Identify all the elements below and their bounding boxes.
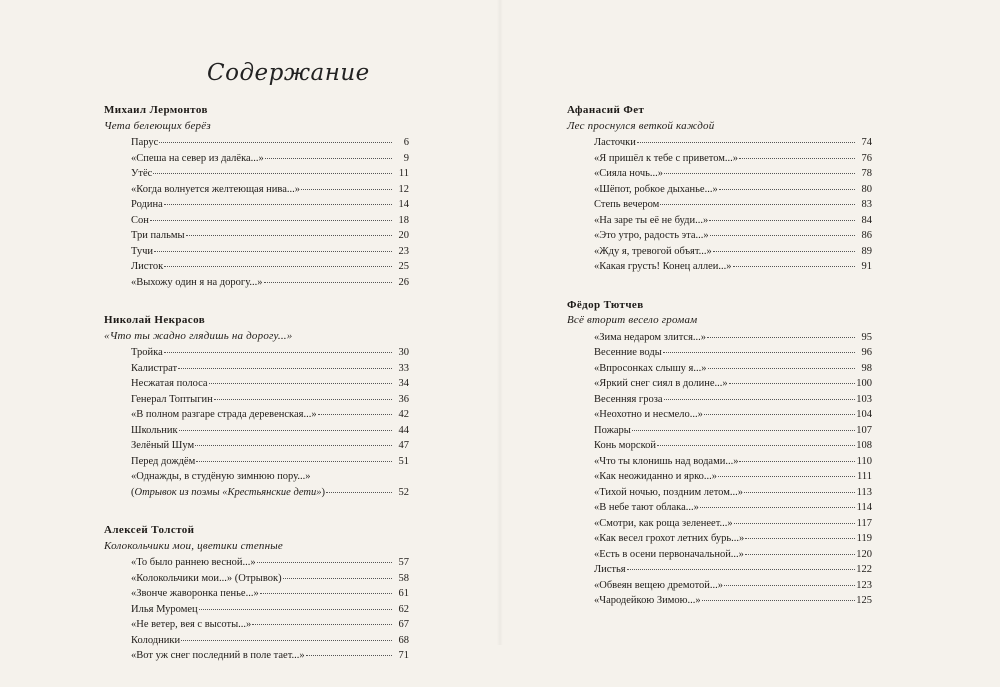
entry-title: «Обвеян вещею дремотой...» (594, 579, 724, 591)
dot-leader (164, 352, 392, 353)
page-number: 96 (861, 347, 872, 358)
entry-title: «Когда волнуется желтеющая нива...» (131, 183, 301, 195)
dot-leader (306, 655, 392, 656)
entry-title: «Есть в осени первоначальной...» (594, 548, 744, 560)
entry-title: Илья Муромец (131, 603, 198, 615)
page-title: Содержание (207, 60, 370, 86)
toc-entry[interactable] (594, 392, 872, 408)
page-number: 30 (398, 347, 409, 358)
entry-title: Родина (131, 199, 163, 210)
entry-title: «Я пришёл к тебе с приветом...» (594, 152, 739, 164)
page-number: 74 (861, 137, 872, 148)
entry-title: «Как весел грохот летних бурь...» (594, 533, 745, 544)
dot-leader (283, 578, 392, 579)
collection-title: «Что ты жадно глядишь на дорогу...» (104, 329, 293, 342)
entry-title: «Впросонках слышу я...» (594, 362, 707, 374)
toc-entry[interactable] (594, 182, 872, 198)
toc-entry[interactable] (131, 438, 409, 454)
toc-entry[interactable] (131, 407, 409, 423)
toc-entry[interactable] (131, 423, 409, 439)
toc-left-column (104, 103, 409, 687)
entry-title: «Колокольчики мои...» (Отрывок) (131, 572, 282, 584)
page-number: 103 (856, 393, 872, 405)
page-number: 76 (861, 152, 872, 164)
toc-entry[interactable] (594, 469, 872, 485)
page-number: 83 (861, 199, 872, 210)
toc-entry[interactable] (131, 151, 409, 167)
dot-leader (260, 593, 392, 594)
page-number: 23 (398, 245, 409, 257)
dot-leader (704, 414, 855, 415)
dot-leader (733, 266, 855, 267)
entry-title: Генерал Топтыгин (131, 393, 213, 405)
entry-title: Школьник (131, 424, 178, 436)
toc-entry[interactable] (131, 571, 409, 587)
dot-leader (719, 189, 855, 190)
entry-title: «Неохотно и несмело...» (594, 409, 703, 420)
entry-title: «В небе тают облака...» (594, 502, 699, 513)
dot-leader (660, 204, 855, 205)
entry-title: «Вот уж снег последний в поле тает...» (131, 650, 305, 661)
dot-leader (702, 600, 855, 601)
collection-title: Чета белеющих берёз (104, 119, 211, 132)
page-number: 98 (861, 362, 872, 374)
entry-title: «Выхожу один я на дорогу...» (131, 276, 263, 288)
dot-leader (637, 142, 855, 143)
dot-leader (209, 383, 392, 384)
toc-entry[interactable] (594, 228, 872, 244)
author-name: Афанасий Фет (567, 104, 645, 116)
toc-section (567, 298, 872, 609)
entry-title: «Не ветер, вея с высоты...» (131, 619, 252, 630)
dot-leader (745, 554, 855, 555)
dot-leader (196, 461, 392, 462)
page-number: 123 (856, 579, 872, 591)
collection-title: Колокольчики мои, цветики степные (104, 539, 283, 552)
entry-title: Колодники (131, 634, 181, 646)
toc-entry[interactable] (594, 547, 872, 563)
toc-entry[interactable] (594, 438, 872, 454)
toc-entry[interactable] (594, 423, 872, 439)
entry-title: Калистрат (131, 362, 178, 374)
toc-entry[interactable] (131, 617, 409, 633)
entry-title: «Шёпот, робкое дыханье...» (594, 183, 718, 195)
entry-title: «Яркий снег сиял в долине...» (594, 378, 728, 389)
page-number: 61 (398, 588, 409, 599)
entry-title: «Звонче жаворонка пенье...» (131, 588, 259, 599)
entry-title: «Зима недаром злится...» (594, 331, 707, 343)
page-number: 36 (398, 393, 409, 405)
entry-title: Весенние воды (594, 347, 662, 358)
entry-title: «Смотри, как роща зеленеет...» (594, 517, 733, 529)
toc-entry[interactable] (594, 500, 872, 516)
toc-entry[interactable] (131, 259, 409, 275)
toc-entry[interactable] (594, 516, 872, 532)
toc-right-column (567, 103, 872, 632)
page-number: 78 (861, 168, 872, 179)
toc-entry[interactable] (594, 407, 872, 423)
toc-entry[interactable] (131, 469, 409, 485)
entry-title: «Тихой ночью, поздним летом...» (594, 486, 743, 498)
page-number: 117 (856, 517, 872, 529)
dot-leader (724, 585, 855, 586)
page-number: 122 (856, 564, 872, 575)
entry-title: Несжатая полоса (131, 378, 208, 389)
page-number: 47 (398, 440, 409, 451)
entry-title: «Как неожиданно и ярко...» (594, 471, 718, 482)
entry-title: Степь вечером (594, 199, 660, 210)
page-number: 104 (856, 409, 872, 420)
page-number: 52 (398, 486, 409, 498)
collection-title: Всё вторит весело громам (567, 314, 698, 326)
entry-title: Парус (131, 137, 159, 148)
entry-title: «Спеша на север из далёка...» (131, 152, 264, 164)
dot-leader (744, 492, 855, 493)
page-number: 107 (856, 424, 872, 436)
dot-leader (657, 445, 855, 446)
toc-entry[interactable] (131, 361, 409, 377)
dot-leader (663, 352, 855, 353)
dot-leader (713, 251, 855, 252)
toc-entry[interactable] (131, 376, 409, 392)
page-number: 51 (398, 455, 409, 467)
page-number: 95 (861, 331, 872, 343)
page-number: 9 (403, 152, 409, 164)
author-name: Михаил Лермонтов (104, 104, 208, 116)
page-number: 12 (398, 183, 409, 195)
page-number: 100 (856, 378, 872, 389)
toc-section (104, 103, 409, 290)
dot-leader (153, 173, 392, 174)
toc-entry[interactable] (131, 454, 409, 470)
entry-title: «В полном разгаре страда деревенская...» (131, 409, 317, 420)
entry-title: «Что ты клонишь над водами...» (594, 455, 739, 467)
dot-leader (664, 173, 855, 174)
dot-leader (154, 251, 392, 252)
toc-entry[interactable] (131, 228, 409, 244)
entry-title: «Чародейкою Зимою...» (594, 595, 701, 606)
entry-title: Три пальмы (131, 230, 185, 241)
toc-entry[interactable] (131, 392, 409, 408)
page-number: 42 (398, 409, 409, 420)
dot-leader (214, 399, 392, 400)
toc-entry[interactable] (594, 151, 872, 167)
toc-entry[interactable] (594, 454, 872, 470)
dot-leader (710, 235, 855, 236)
toc-entry[interactable] (594, 562, 872, 578)
toc-entry[interactable] (594, 244, 872, 260)
dot-leader (178, 368, 392, 369)
page-number: 89 (861, 245, 872, 257)
dot-leader (257, 562, 392, 563)
toc-entry[interactable] (131, 648, 409, 664)
toc-section (104, 313, 409, 500)
page-number: 114 (856, 502, 872, 513)
toc-section (567, 103, 872, 275)
toc-entry[interactable] (594, 166, 872, 182)
dot-leader (181, 640, 392, 641)
entry-title: Конь морской (594, 440, 657, 451)
toc-entry[interactable] (594, 376, 872, 392)
toc-entry[interactable] (594, 345, 872, 361)
dot-leader (150, 220, 392, 221)
page-number: 110 (856, 455, 872, 467)
page-number: 120 (856, 548, 872, 560)
toc-entry[interactable] (131, 182, 409, 198)
toc-entry[interactable] (131, 586, 409, 602)
collection-title: Лес проснулся веткой каждой (567, 119, 715, 132)
author-name: Алексей Толстой (104, 524, 195, 536)
page-number: 91 (861, 261, 872, 272)
entry-title: Листья (594, 564, 626, 575)
entry-title: «Жду я, тревогой объят...» (594, 245, 712, 257)
dot-leader (164, 266, 392, 267)
page-number: 68 (398, 634, 409, 646)
toc-entry[interactable] (594, 259, 872, 275)
dot-leader (318, 414, 392, 415)
entry-title: «То было раннею весной...» (131, 557, 256, 568)
dot-leader (709, 220, 855, 221)
entry-title: Утёс (131, 168, 153, 179)
dot-leader (718, 476, 855, 477)
page-number: 34 (398, 378, 409, 389)
page-number: 86 (861, 230, 872, 241)
page-number: 26 (398, 276, 409, 288)
toc-entry[interactable] (131, 197, 409, 213)
entry-title: Сон (131, 214, 149, 226)
dot-leader (159, 142, 392, 143)
page-number: 11 (398, 168, 409, 179)
entry-title: Тучи (131, 245, 154, 257)
toc-entry[interactable] (131, 275, 409, 291)
page-number: 20 (398, 230, 409, 241)
toc-entry[interactable] (594, 361, 872, 377)
entry-title: Зелёный Шум (131, 440, 195, 451)
dot-leader (326, 492, 392, 493)
toc-entry[interactable] (131, 555, 409, 571)
page-number: 33 (398, 362, 409, 374)
toc-entry[interactable] (131, 485, 409, 501)
author-name: Николай Некрасов (104, 314, 206, 326)
page-number: 18 (398, 214, 409, 226)
page-number: 113 (856, 486, 872, 498)
dot-leader (708, 368, 855, 369)
entry-title: ( Отрывок из поэмы «Крестьянские дети» ) (131, 485, 325, 501)
toc-entry[interactable] (594, 485, 872, 501)
dot-leader (252, 624, 392, 625)
dot-leader (707, 337, 855, 338)
page-number: 84 (861, 214, 872, 226)
toc-section (104, 523, 409, 664)
page-number: 6 (403, 137, 409, 148)
dot-leader (734, 523, 855, 524)
page-number: 108 (856, 440, 872, 451)
dot-leader (627, 569, 855, 570)
dot-leader (301, 189, 392, 190)
page-number: 80 (861, 183, 872, 195)
entry-title: «Это утро, радость эта...» (594, 230, 709, 241)
page-number: 57 (398, 557, 409, 568)
page-number: 25 (398, 261, 409, 272)
dot-leader (739, 158, 855, 159)
entry-title: Ласточки (594, 137, 636, 148)
dot-leader (265, 158, 392, 159)
entry-title: «Сияла ночь...» (594, 168, 664, 179)
toc-entry[interactable] (131, 345, 409, 361)
page-number: 111 (857, 471, 872, 482)
dot-leader (195, 445, 392, 446)
toc-entry[interactable] (131, 213, 409, 229)
toc-entry[interactable] (594, 197, 872, 213)
dot-leader (164, 204, 392, 205)
toc-entry[interactable] (131, 633, 409, 649)
entry-title: «Однажды, в студёную зимнюю пору...» (131, 471, 311, 482)
entry-title: «Какая грусть! Конец аллеи...» (594, 261, 732, 272)
toc-entry[interactable] (594, 213, 872, 229)
page-number: 67 (398, 619, 409, 630)
page-number: 62 (398, 603, 409, 615)
toc-entry[interactable] (594, 578, 872, 594)
page-number: 44 (398, 424, 409, 436)
toc-entry[interactable] (131, 166, 409, 182)
dot-leader (264, 282, 392, 283)
entry-title: Листок (131, 261, 164, 272)
entry-title: Пожары (594, 424, 631, 436)
dot-leader (186, 235, 392, 236)
entry-title: Тройка (131, 347, 163, 358)
page-number: 58 (398, 572, 409, 584)
page-gutter (497, 0, 503, 645)
author-name: Фёдор Тютчев (567, 298, 644, 311)
page-number: 14 (398, 199, 409, 210)
toc-entry[interactable] (594, 531, 872, 547)
dot-leader (729, 383, 855, 384)
page-number: 125 (856, 595, 872, 606)
entry-title: Перед дождём (131, 455, 196, 467)
entry-title: «На заре ты её не буди...» (594, 214, 709, 226)
toc-entry[interactable] (131, 602, 409, 618)
toc-entry[interactable] (131, 135, 409, 151)
toc-entry[interactable] (594, 330, 872, 346)
toc-entry[interactable] (594, 135, 872, 151)
dot-leader (199, 609, 392, 610)
dot-leader (632, 430, 855, 431)
page-number: 71 (398, 650, 409, 661)
dot-leader (179, 430, 392, 431)
dot-leader (745, 538, 855, 539)
page-number: 119 (856, 533, 872, 544)
dot-leader (739, 461, 855, 462)
entry-title: Весенняя гроза (594, 393, 663, 405)
dot-leader (700, 507, 855, 508)
toc-entry[interactable] (594, 593, 872, 609)
toc-entry[interactable] (131, 244, 409, 260)
dot-leader (664, 399, 855, 400)
